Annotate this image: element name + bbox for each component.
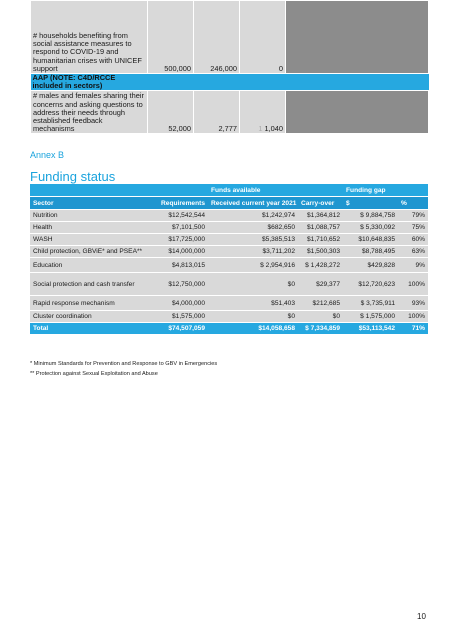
faint-mark: 1 <box>258 124 263 134</box>
cell-sector: Cluster coordination <box>30 311 148 323</box>
col-sector: Sector <box>30 197 148 210</box>
cell-carryover: $ 1,428,272 <box>298 258 343 273</box>
cell-received: $682,650 <box>208 222 298 234</box>
cell-requirements: $12,750,000 <box>148 273 208 296</box>
indicator-result: 246,000 <box>194 1 240 74</box>
indicator-target: 500,000 <box>148 1 194 74</box>
cell-requirements: $12,542,544 <box>148 210 208 222</box>
cell-gap-percent: 9% <box>398 258 428 273</box>
cell-gap-amount: $429,828 <box>343 258 398 273</box>
cell-received: $0 <box>208 273 298 296</box>
col-requirements: Requirements <box>148 197 208 210</box>
table-row <box>30 210 428 222</box>
total-row <box>30 323 428 335</box>
cell-received: $51,403 <box>208 296 298 311</box>
cell-gap-amount: $10,648,835 <box>343 234 398 246</box>
indicator-result: 2,777 <box>194 91 240 134</box>
cell-carryover: $29,377 <box>298 273 343 296</box>
cell-gap-percent: 100% <box>398 273 428 296</box>
cell-received: $1,242,974 <box>208 210 298 222</box>
col-received: Received current year 2021 <box>208 197 298 210</box>
cell-gap-amount: $ 5,330,092 <box>343 222 398 234</box>
aap-header: AAP (NOTE: C4D/RCCE included in sectors) <box>31 74 148 91</box>
cell-carryover: $1,088,757 <box>298 222 343 234</box>
cell-gap-amount: $ 3,735,911 <box>343 296 398 311</box>
cell-sector: Social protection and cash transfer <box>30 273 148 296</box>
cell-sector: Education <box>30 258 148 273</box>
funds-available-header: Funds available <box>208 184 343 197</box>
col-gap-percent: % <box>398 197 428 210</box>
indicator-extra: 0 <box>240 1 286 74</box>
cell-requirements: $7,101,500 <box>148 222 208 234</box>
cell-gap-percent: 93% <box>398 296 428 311</box>
cell-received: $5,385,513 <box>208 234 298 246</box>
column-header-row <box>30 197 428 210</box>
cell-received: $ 2,954,916 <box>208 258 298 273</box>
indicator-table <box>30 0 429 134</box>
funding-table <box>30 184 428 334</box>
table-row <box>30 311 428 323</box>
cell-requirements: $17,725,000 <box>148 234 208 246</box>
cell-gap-percent: 60% <box>398 234 428 246</box>
grey-cell <box>286 91 429 134</box>
total-gap-amount: $53,113,542 <box>343 323 398 335</box>
cell-gap-amount: $8,788,495 <box>343 246 398 258</box>
col-gap-amount: $ <box>343 197 398 210</box>
cell-sector: Health <box>30 222 148 234</box>
cell-gap-percent: 100% <box>398 311 428 323</box>
cell-gap-amount: $ 9,884,758 <box>343 210 398 222</box>
cell-carryover: $1,500,303 <box>298 246 343 258</box>
grey-cell <box>286 1 429 74</box>
indicator-row <box>31 1 429 74</box>
table-row <box>30 222 428 234</box>
total-requirements: $74,507,059 <box>148 323 208 335</box>
cell-carryover: $0 <box>298 311 343 323</box>
page-number: 10 <box>417 612 426 621</box>
footnote-psea: ** Protection against Sexual Exploitation and Abuse <box>30 371 158 377</box>
cell-sector: Nutrition <box>30 210 148 222</box>
cell-received: $3,711,202 <box>208 246 298 258</box>
cell-carryover: $212,685 <box>298 296 343 311</box>
annex-label: Annex B <box>30 150 65 160</box>
total-sector: Total <box>30 323 148 335</box>
cell-gap-percent: 79% <box>398 210 428 222</box>
cell-gap-percent: 63% <box>398 246 428 258</box>
col-carryover: Carry-over <box>298 197 343 210</box>
section-title: Funding status <box>30 169 116 184</box>
cell-requirements: $4,000,000 <box>148 296 208 311</box>
table-row <box>30 273 428 296</box>
cell-gap-amount: $12,720,623 <box>343 273 398 296</box>
table-row <box>30 296 428 311</box>
cell-sector: Child protection, GBViE* and PSEA** <box>30 246 148 258</box>
total-received: $14,058,658 <box>208 323 298 335</box>
indicator-extra: 1,040 <box>264 124 283 134</box>
cell-sector: Rapid response mechanism <box>30 296 148 311</box>
aap-header-row <box>31 74 429 91</box>
total-gap-percent: 71% <box>398 323 428 335</box>
indicator-row <box>31 91 429 134</box>
cell-received: $0 <box>208 311 298 323</box>
footnote-gbv: * Minimum Standards for Prevention and Response to GBV in Emergencies <box>30 361 218 367</box>
total-carryover: $ 7,334,859 <box>298 323 343 335</box>
indicator-extra-cell <box>240 91 286 134</box>
indicator-text: # males and females sharing their concerns and asking questions to address their needs through established feedback mechanisms <box>31 91 148 134</box>
cell-requirements: $4,813,015 <box>148 258 208 273</box>
table-row <box>30 258 428 273</box>
funding-gap-header: Funding gap <box>343 184 428 197</box>
cell-gap-amount: $ 1,575,000 <box>343 311 398 323</box>
group-header-row <box>30 184 428 197</box>
cell-sector: WASH <box>30 234 148 246</box>
table-row <box>30 246 428 258</box>
cell-requirements: $1,575,000 <box>148 311 208 323</box>
indicator-text: # households benefiting from social assistance measures to respond to COVID-19 and humanitarian crises with UNICEF support <box>31 1 148 74</box>
table-row <box>30 234 428 246</box>
cell-gap-percent: 75% <box>398 222 428 234</box>
indicator-target: 52,000 <box>148 91 194 134</box>
cell-carryover: $1,364,812 <box>298 210 343 222</box>
cell-carryover: $1,710,652 <box>298 234 343 246</box>
cell-requirements: $14,000,000 <box>148 246 208 258</box>
